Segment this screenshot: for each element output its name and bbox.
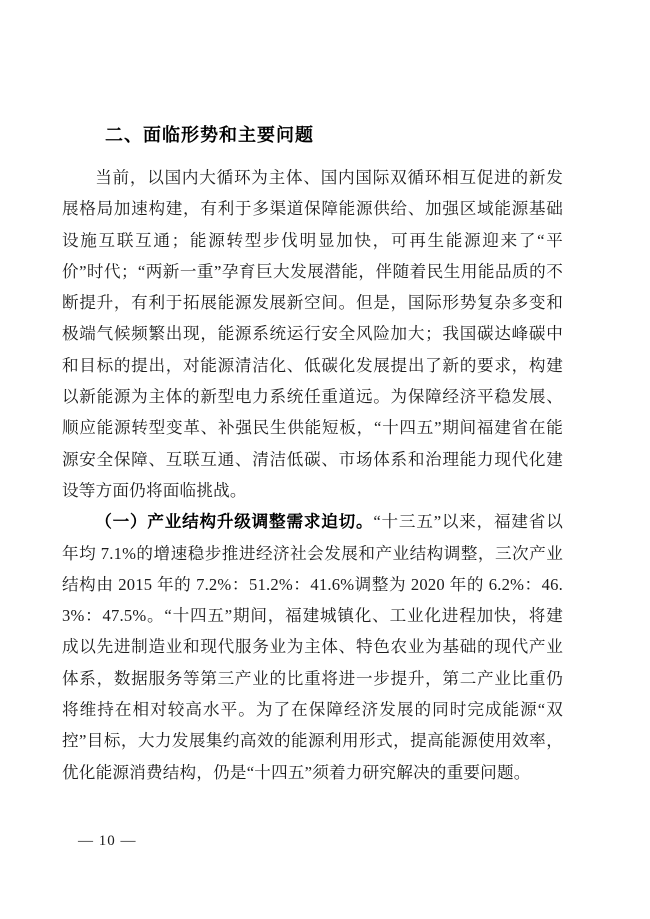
section-heading: 二、面临形势和主要问题 xyxy=(105,125,314,145)
page-number: — 10 — xyxy=(78,833,137,849)
paragraph-industry-structure xyxy=(62,506,563,788)
paragraph-situation-overview: 当前，以国内大循环为主体、国内国际双循环相互促进的新发展格局加速构建，有利于多渠道保障能源供给、加强区域能源基础设施互联互通；能源转型步伐明显加快，可再生能源迎来了“平价”时代；“两新一重”孕育巨大发展潜能，伴随着民生用能品质的不断提升，有利于拓展能源发展新空间。但是，国际形势复杂多变和极端气候频繁出现，能源系统运行安全风险加大；我国碳达峰碳中和目标的提出，对能源清洁化、低碳化发展提出了新的要求，构建以新能源为主体的新型电力系统任重道远。为保障经济平稳发展、顺应能源转型变革、补强民生供能短板，“十四五”期间福建省在能源安全保障、互联互通、清洁低碳、市场体系和治理能力现代化建设等方面仍将面临挑战。 xyxy=(62,168,563,500)
document-content xyxy=(62,122,563,788)
paragraph-industry-structure-bold-lead: （一）产业结构升级调整需求迫切。 xyxy=(95,512,374,532)
paragraph-industry-structure-body: “十三五”以来，福建省以年均 7.1%的增速稳步推进经济社会发展和产业结构调整，三次产业结构由 2015 年的 7.2%：51.2%：41.6%调整为 2020 年的 6.2%：46.3%：47.5%。“十四五”期间，福建城镇化、工业化进程加快，将建成以先进制造业和现代服务业为主体、特色农业为基础的现代产业体系，数据服务等第三产业的比重将进一步提升，第二产业比重仍将维持在相对较高水平。为了在保障经济发展的同时完成能源“双控”目标，大力发展集约高效的能源利用形式，提高能源使用效率，优化能源消费结构，仍是“十四五”须着力研究解决的重要问题。 xyxy=(62,512,563,782)
